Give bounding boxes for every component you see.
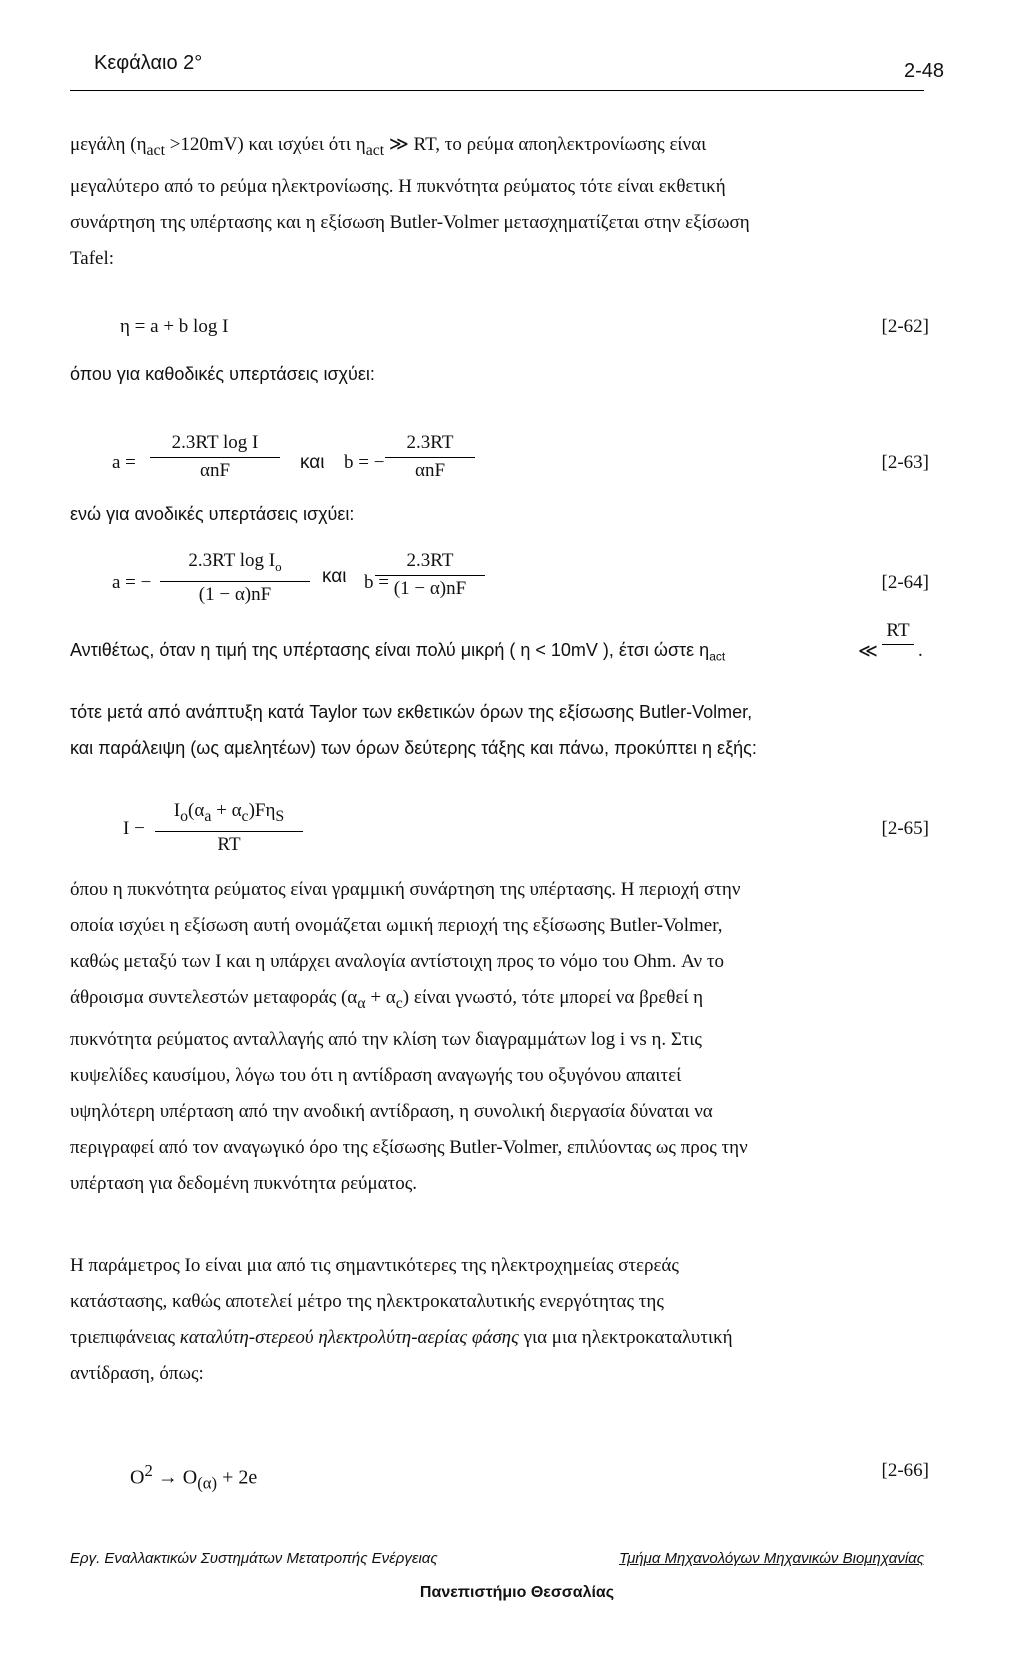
text-line: μεγάλη $(\eta_{act} >120mV)$ και ισχύει ότι $\eta_{act}$ ≫ RT, το ρεύμα αποηλεκτρονίωσης είναι	[70, 134, 707, 159]
paragraph-taylor	[70, 694, 928, 766]
denominator: αnF	[199, 460, 231, 481]
equation-number: [2-65]	[881, 818, 929, 839]
equation-2-66: $O^2 \to O_{(\alpha)} + 2e$	[130, 1461, 258, 1493]
text-line: οποία ισχύει η εξίσωση αυτή ονομάζεται ωμική περιοχή της εξίσωσης Butler-Volmer,	[70, 915, 723, 936]
text-line: κυψελίδες καυσίμου, λόγω του ότι η αντίδραση αναγωγής του οξυγόνου απαιτεί	[70, 1064, 682, 1086]
eq-lhs: I −	[123, 818, 145, 839]
fraction-b	[385, 432, 475, 482]
text-line: κατάστασης, καθώς αποτελεί μέτρο της ηλεκτροκαταλυτικής ενεργότητας της	[70, 1291, 664, 1312]
equation-2-62: η = a + b log I	[120, 316, 229, 337]
fraction-a	[160, 550, 310, 606]
text-line: τριεπιφάνειας καταλύτη-στερεού ηλεκτρολύτη-αερίας φάσης για μια ηλεκτροκαταλυτική	[70, 1327, 733, 1348]
fraction	[155, 800, 303, 856]
denominator: (1 − α)nF	[198, 583, 272, 605]
page-number: 2-48	[903, 60, 944, 82]
conjunction: και	[322, 566, 347, 587]
numerator: $I_o(\alpha_a + \alpha_c)F\eta_S$	[173, 800, 285, 825]
eq-lhs-b: b = −	[344, 452, 385, 473]
denominator: αnF	[414, 460, 446, 481]
numerator: 2.3RT log I	[171, 432, 259, 453]
paragraph-tafel-intro	[70, 127, 928, 277]
equation-number: [2-63]	[881, 452, 929, 473]
text-line: τότε μετά από ανάπτυξη κατά Taylor των εκθετικών όρων της εξίσωσης Butler-Volmer,	[70, 702, 753, 722]
numerator: 2.3RT	[406, 550, 454, 571]
text-line: υψηλότερη υπέρταση από την ανοδική αντίδραση, η συνολική διεργασία δύναται να	[70, 1100, 713, 1122]
text-line: και παράλειψη (ως αμελητέων) των όρων δεύτερης τάξης και πάνω, προκύπτει η εξής:	[70, 738, 757, 758]
paragraph-ohmic	[70, 872, 928, 1202]
numerator: RT	[886, 620, 910, 641]
footer-department: Τμήμα Μηχανολόγων Μηχανικών Βιομηχανίας	[619, 1550, 924, 1567]
footer-lab: Εργ. Εναλλακτικών Συστημάτων Μετατροπής Ενέργειας	[70, 1550, 438, 1567]
page-header	[70, 50, 944, 91]
text-line: υπέρταση για δεδομένη πυκνότητα ρεύματος.	[70, 1172, 418, 1194]
conjunction: και	[300, 452, 325, 473]
eq-lhs-b: b =	[364, 572, 389, 593]
text-line: περιγραφεί από τον αναγωγικό όρο της εξίσωσης Butler-Volmer, επιλύοντας ως προς την	[70, 1136, 748, 1158]
fraction-rt	[882, 620, 914, 647]
text-line: Tafel:	[70, 247, 115, 269]
text-line: πυκνότητα ρεύματος ανταλλαγής από την κλίση των διαγραμμάτων log i vs η. Στις	[70, 1028, 702, 1050]
text-line: καθώς μεταξύ των I και η υπάρχει αναλογία αντίστοιχη προς το νόμο του Ohm. Αν το	[70, 951, 724, 972]
text-line: άθροισμα συντελεστών μεταφοράς $(\alpha_\alpha + \alpha_c)$ είναι γνωστό, τότε μπορεί να βρεθεί η	[70, 987, 704, 1012]
denominator: (1 − α)nF	[393, 578, 467, 599]
eq-lhs-a: a =	[112, 452, 136, 473]
footer-university: Πανεπιστήμιο Θεσσαλίας	[419, 1584, 615, 1601]
eq-lhs-a: a = −	[112, 572, 152, 593]
cathodic-intro: όπου για καθοδικές υπερτάσεις ισχύει:	[70, 364, 375, 384]
numerator: 2.3RT $\log I_o$	[188, 550, 282, 574]
chapter-title: Κεφάλαιο 2°	[94, 52, 203, 74]
text-line: συνάρτηση της υπέρτασης και η εξίσωση Butler-Volmer μετασχηματίζεται στην εξίσωση	[70, 211, 750, 233]
text-line: όπου η πυκνότητα ρεύματος είναι γραμμική συνάρτηση της υπέρτασης. Η περιοχή στην	[70, 879, 741, 900]
text-line: Η παράμετρος Io είναι μια από τις σημαντικότερες της ηλεκτροχημείας στερεάς	[70, 1255, 679, 1276]
equation-number: [2-66]	[881, 1460, 929, 1481]
equation-number: [2-64]	[881, 572, 929, 593]
fraction-b	[375, 550, 485, 600]
contrast-text: Αντιθέτως, όταν η τιμή της υπέρτασης είναι πολύ μικρή ( η < 10mV ), έτσι ώστε $\eta_{act}$	[70, 640, 726, 664]
anodic-intro: ενώ για ανοδικές υπερτάσεις ισχύει:	[70, 504, 355, 524]
paragraph-io	[70, 1248, 928, 1392]
text-line: μεγαλύτερο από το ρεύμα ηλεκτρονίωσης. Η πυκνότητα ρεύματος τότε είναι εκθετική	[70, 175, 726, 197]
equation-number: [2-62]	[881, 316, 929, 337]
period: .	[918, 640, 923, 661]
denominator: RT	[217, 833, 241, 855]
numerator: 2.3RT	[406, 432, 454, 453]
fraction-a	[150, 432, 280, 482]
text-line: αντίδραση, όπως:	[70, 1363, 204, 1384]
much-less-than: ≪	[858, 641, 878, 662]
